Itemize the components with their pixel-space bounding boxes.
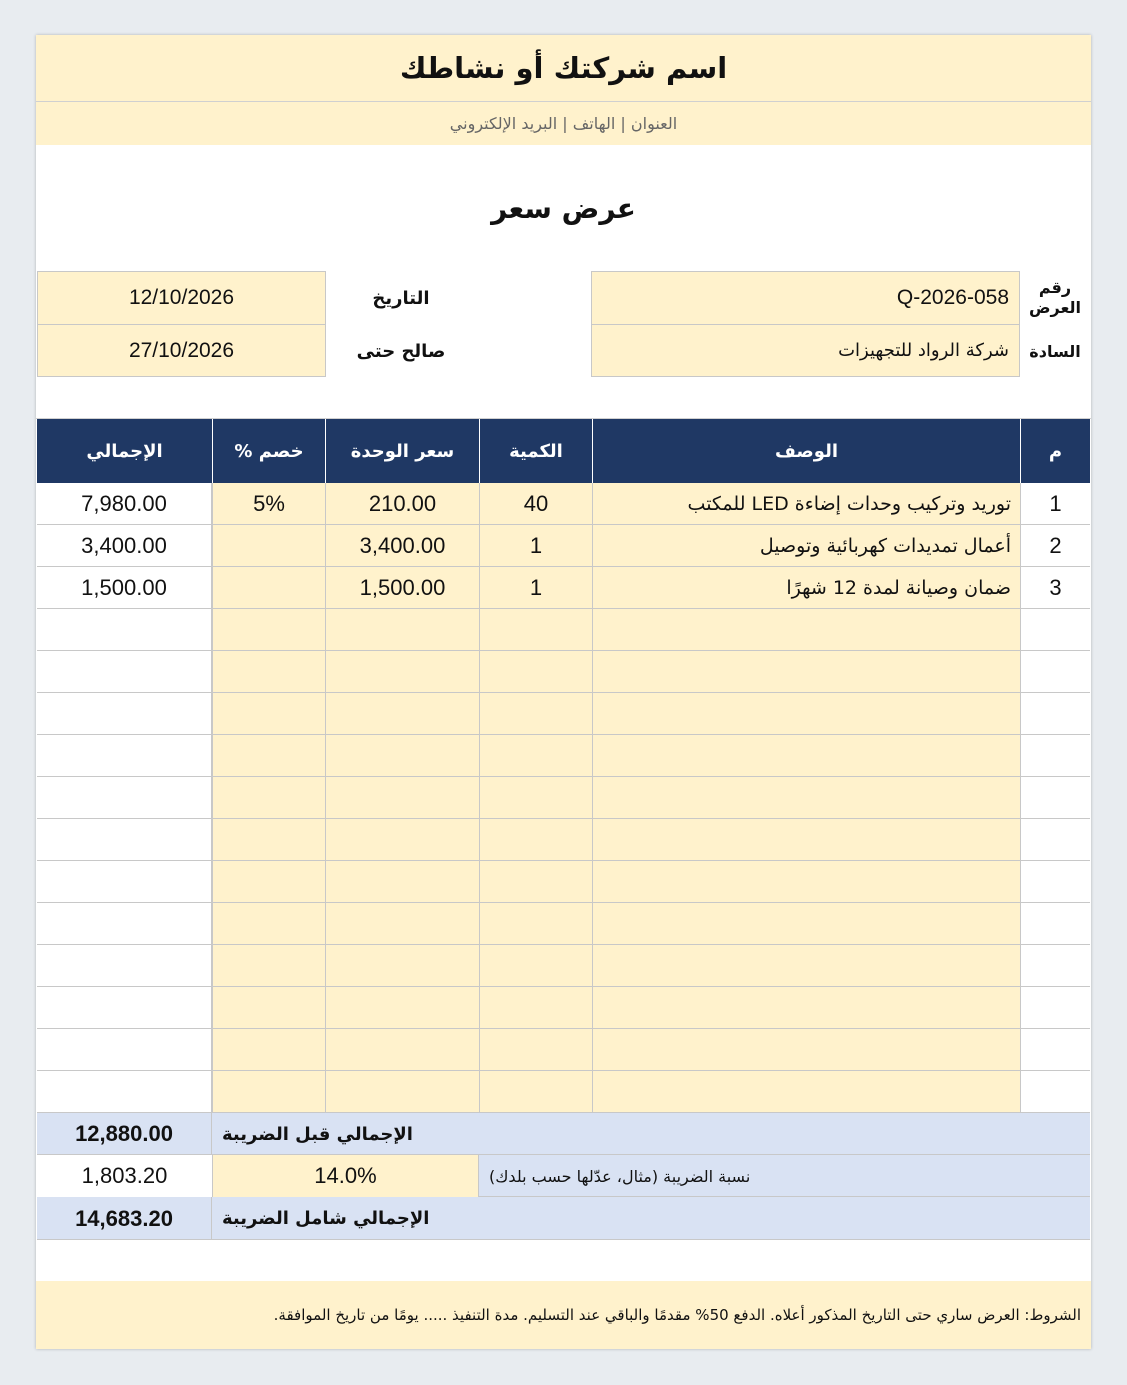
cell-unit-price[interactable]: [325, 1029, 479, 1071]
cell-description[interactable]: [592, 861, 1020, 903]
table-row: [37, 567, 1090, 609]
quote-number-label: رقم العرض: [1029, 278, 1081, 317]
tax-amount: 1,803.20: [81, 1163, 168, 1188]
table-body: [37, 483, 1090, 1113]
cell-description[interactable]: [592, 777, 1020, 819]
tax-label-cell: [479, 1155, 1090, 1197]
grand-total-value-cell[interactable]: [37, 1197, 212, 1240]
cell-unit-price[interactable]: [325, 735, 479, 777]
no-text: 2: [1049, 532, 1062, 558]
subtotal-row: [37, 1113, 1090, 1155]
cell-total[interactable]: [37, 903, 212, 945]
cell-no[interactable]: [1020, 945, 1090, 987]
cell-unit-price[interactable]: [325, 693, 479, 735]
cell-no[interactable]: [1020, 525, 1090, 567]
quote-sheet: [36, 35, 1091, 1349]
cell-qty[interactable]: [479, 861, 592, 903]
cell-no[interactable]: [1020, 861, 1090, 903]
description-text: أعمال تمديدات كهربائية وتوصيل: [759, 534, 1011, 557]
date-label: التاريخ: [372, 287, 430, 309]
cell-description[interactable]: [592, 903, 1020, 945]
header-unit-price: سعر الوحدة: [325, 419, 479, 483]
cell-total[interactable]: [37, 777, 212, 819]
subtotal-label-cell: [212, 1113, 1090, 1155]
cell-total[interactable]: [37, 735, 212, 777]
document-title: عرض سعر: [491, 191, 636, 225]
cell-unit-price[interactable]: [325, 903, 479, 945]
tax-label: نسبة الضريبة (مثال، عدّلها حسب بلدك): [489, 1166, 751, 1186]
subtotal-value-cell[interactable]: [37, 1113, 212, 1155]
table-row: [37, 525, 1090, 567]
tax-row: [37, 1155, 1090, 1197]
cell-no[interactable]: [1020, 819, 1090, 861]
cell-unit-price[interactable]: [325, 1071, 479, 1113]
cell-qty[interactable]: [479, 567, 592, 609]
terms-cell[interactable]: [36, 1281, 1091, 1349]
cell-no[interactable]: [1020, 567, 1090, 609]
cell-discount[interactable]: [212, 987, 325, 1029]
cell-discount[interactable]: [212, 861, 325, 903]
table-header: [37, 419, 1090, 483]
tax-rate-cell[interactable]: [212, 1155, 479, 1197]
table-row: [37, 483, 1090, 525]
grand-total-row: [37, 1197, 1090, 1240]
cell-total[interactable]: [37, 945, 212, 987]
cell-no[interactable]: [1020, 483, 1090, 525]
cell-qty[interactable]: [479, 987, 592, 1029]
cell-unit-price[interactable]: [325, 525, 479, 567]
table-row: [37, 861, 1090, 903]
tax-rate: 14.0%: [314, 1163, 377, 1188]
cell-discount[interactable]: [212, 777, 325, 819]
header-discount: خصم %: [212, 419, 325, 483]
cell-description[interactable]: [592, 609, 1020, 651]
cell-discount[interactable]: [212, 567, 325, 609]
cell-discount[interactable]: [212, 693, 325, 735]
grand-total-label-cell: [212, 1197, 1090, 1240]
cell-total[interactable]: [37, 861, 212, 903]
client-name: شركة الرواد للتجهيزات: [838, 340, 1009, 361]
cell-no[interactable]: [1020, 777, 1090, 819]
table-row: [37, 777, 1090, 819]
cell-discount[interactable]: [212, 1029, 325, 1071]
date-value: 12/10/2026: [128, 286, 235, 309]
cell-no[interactable]: [1020, 693, 1090, 735]
cell-unit-price[interactable]: [325, 861, 479, 903]
cell-description[interactable]: [592, 987, 1020, 1029]
header-total: الإجمالي: [86, 440, 163, 462]
valid-until-cell[interactable]: [37, 324, 326, 377]
cell-total[interactable]: [37, 609, 212, 651]
unit-price-text: 1,500.00: [359, 574, 446, 600]
cell-total[interactable]: [37, 651, 212, 693]
company-contact-cell[interactable]: [36, 102, 1091, 145]
cell-total[interactable]: [37, 693, 212, 735]
total-text: 1,500.00: [81, 574, 167, 600]
qty-text: 1: [529, 532, 543, 558]
valid-until-label-cell: [326, 325, 476, 377]
subtotal-label: الإجمالي قبل الضريبة: [222, 1123, 413, 1145]
cell-qty[interactable]: [479, 525, 592, 567]
cell-total[interactable]: [37, 819, 212, 861]
cell-description[interactable]: [592, 819, 1020, 861]
cell-unit-price[interactable]: [325, 987, 479, 1029]
subtotal-value: 12,880.00: [75, 1121, 173, 1146]
table-row: [37, 693, 1090, 735]
header-qty: الكمية: [479, 419, 592, 483]
table-row: [37, 1071, 1090, 1113]
cell-qty[interactable]: [479, 1029, 592, 1071]
document-title-cell[interactable]: [36, 180, 1091, 236]
cell-total[interactable]: [37, 567, 212, 609]
cell-discount[interactable]: [212, 903, 325, 945]
cell-unit-price[interactable]: [325, 945, 479, 987]
unit-price-text: 3,400.00: [359, 532, 446, 558]
no-text: 3: [1049, 574, 1062, 600]
cell-no[interactable]: [1020, 987, 1090, 1029]
cell-no[interactable]: [1020, 609, 1090, 651]
cell-unit-price[interactable]: [325, 777, 479, 819]
cell-qty[interactable]: [479, 735, 592, 777]
cell-description[interactable]: [592, 1071, 1020, 1113]
cell-qty[interactable]: [479, 903, 592, 945]
client-label-cell: [1020, 325, 1090, 377]
cell-description[interactable]: [592, 651, 1020, 693]
table-row: [37, 735, 1090, 777]
grand-total-label: الإجمالي شامل الضريبة: [222, 1208, 430, 1229]
cell-discount[interactable]: [212, 525, 325, 567]
cell-no[interactable]: [1020, 651, 1090, 693]
qty-text: 40: [523, 490, 549, 516]
cell-discount[interactable]: [212, 651, 325, 693]
cell-description[interactable]: [592, 945, 1020, 987]
header-description: الوصف: [592, 419, 1020, 483]
cell-unit-price[interactable]: [325, 609, 479, 651]
cell-qty[interactable]: [479, 609, 592, 651]
table-row: [37, 651, 1090, 693]
table-row: [37, 609, 1090, 651]
table-row: [37, 903, 1090, 945]
quote-number: Q-2026-058: [896, 286, 1009, 309]
cell-discount[interactable]: [212, 1071, 325, 1113]
description-text: توريد وتركيب وحدات إضاءة LED للمكتب: [687, 492, 1011, 515]
cell-no[interactable]: [1020, 735, 1090, 777]
cell-qty[interactable]: [479, 945, 592, 987]
cell-description[interactable]: [592, 1029, 1020, 1071]
company-name-cell[interactable]: [36, 35, 1091, 102]
cell-total[interactable]: [37, 1029, 212, 1071]
cell-qty[interactable]: [479, 693, 592, 735]
date-cell[interactable]: [37, 271, 326, 325]
cell-unit-price[interactable]: [325, 567, 479, 609]
cell-description[interactable]: [592, 693, 1020, 735]
client-cell[interactable]: [591, 324, 1020, 377]
table-row: [37, 987, 1090, 1029]
table-row: [37, 945, 1090, 987]
cell-discount[interactable]: [212, 483, 325, 525]
quote-number-label-cell: [1020, 271, 1090, 325]
cell-total[interactable]: [37, 1071, 212, 1113]
total-text: 3,400.00: [81, 532, 167, 558]
cell-qty[interactable]: [479, 483, 592, 525]
tax-amount-cell[interactable]: [37, 1155, 212, 1197]
company-name: اسم شركتك أو نشاطك: [399, 51, 728, 85]
cell-no[interactable]: [1020, 903, 1090, 945]
table-row: [37, 1029, 1090, 1071]
qty-text: 1: [529, 574, 543, 600]
cell-unit-price[interactable]: [325, 651, 479, 693]
cell-qty[interactable]: [479, 1071, 592, 1113]
cell-total[interactable]: [37, 483, 212, 525]
cell-unit-price[interactable]: [325, 819, 479, 861]
description-text: ضمان وصيانة لمدة 12 شهرًا: [786, 576, 1011, 599]
cell-total[interactable]: [37, 525, 212, 567]
valid-until-label: صالح حتى: [356, 340, 446, 362]
grand-total-value: 14,683.20: [75, 1205, 173, 1231]
quote-number-cell[interactable]: [591, 271, 1020, 325]
cell-unit-price[interactable]: [325, 483, 479, 525]
cell-qty[interactable]: [479, 651, 592, 693]
date-label-cell: [326, 271, 476, 325]
discount-text: 5%: [253, 490, 285, 516]
cell-no[interactable]: [1020, 1029, 1090, 1071]
total-text: 7,980.00: [81, 490, 167, 516]
cell-discount[interactable]: [212, 609, 325, 651]
cell-no[interactable]: [1020, 1071, 1090, 1113]
unit-price-text: 210.00: [368, 490, 437, 516]
table-row: [37, 819, 1090, 861]
terms-text: الشروط: العرض ساري حتى التاريخ المذكور أعلاه. الدفع 50% مقدمًا والباقي عند التسليم. مدة التنفيذ ..... يومًا من تاريخ الموافقة.: [273, 1306, 1081, 1324]
cell-qty[interactable]: [479, 819, 592, 861]
cell-discount[interactable]: [212, 819, 325, 861]
cell-discount[interactable]: [212, 735, 325, 777]
company-contact: العنوان | الهاتف | البريد الإلكتروني: [449, 114, 678, 133]
cell-discount[interactable]: [212, 945, 325, 987]
header-no: م: [1020, 419, 1090, 483]
cell-description[interactable]: [592, 525, 1020, 567]
cell-total[interactable]: [37, 987, 212, 1029]
cell-description[interactable]: [592, 567, 1020, 609]
cell-qty[interactable]: [479, 777, 592, 819]
no-text: 1: [1049, 490, 1062, 516]
client-label: السادة: [1029, 341, 1081, 361]
cell-description[interactable]: [592, 735, 1020, 777]
cell-description[interactable]: [592, 483, 1020, 525]
valid-until-value: 27/10/2026: [128, 338, 235, 362]
